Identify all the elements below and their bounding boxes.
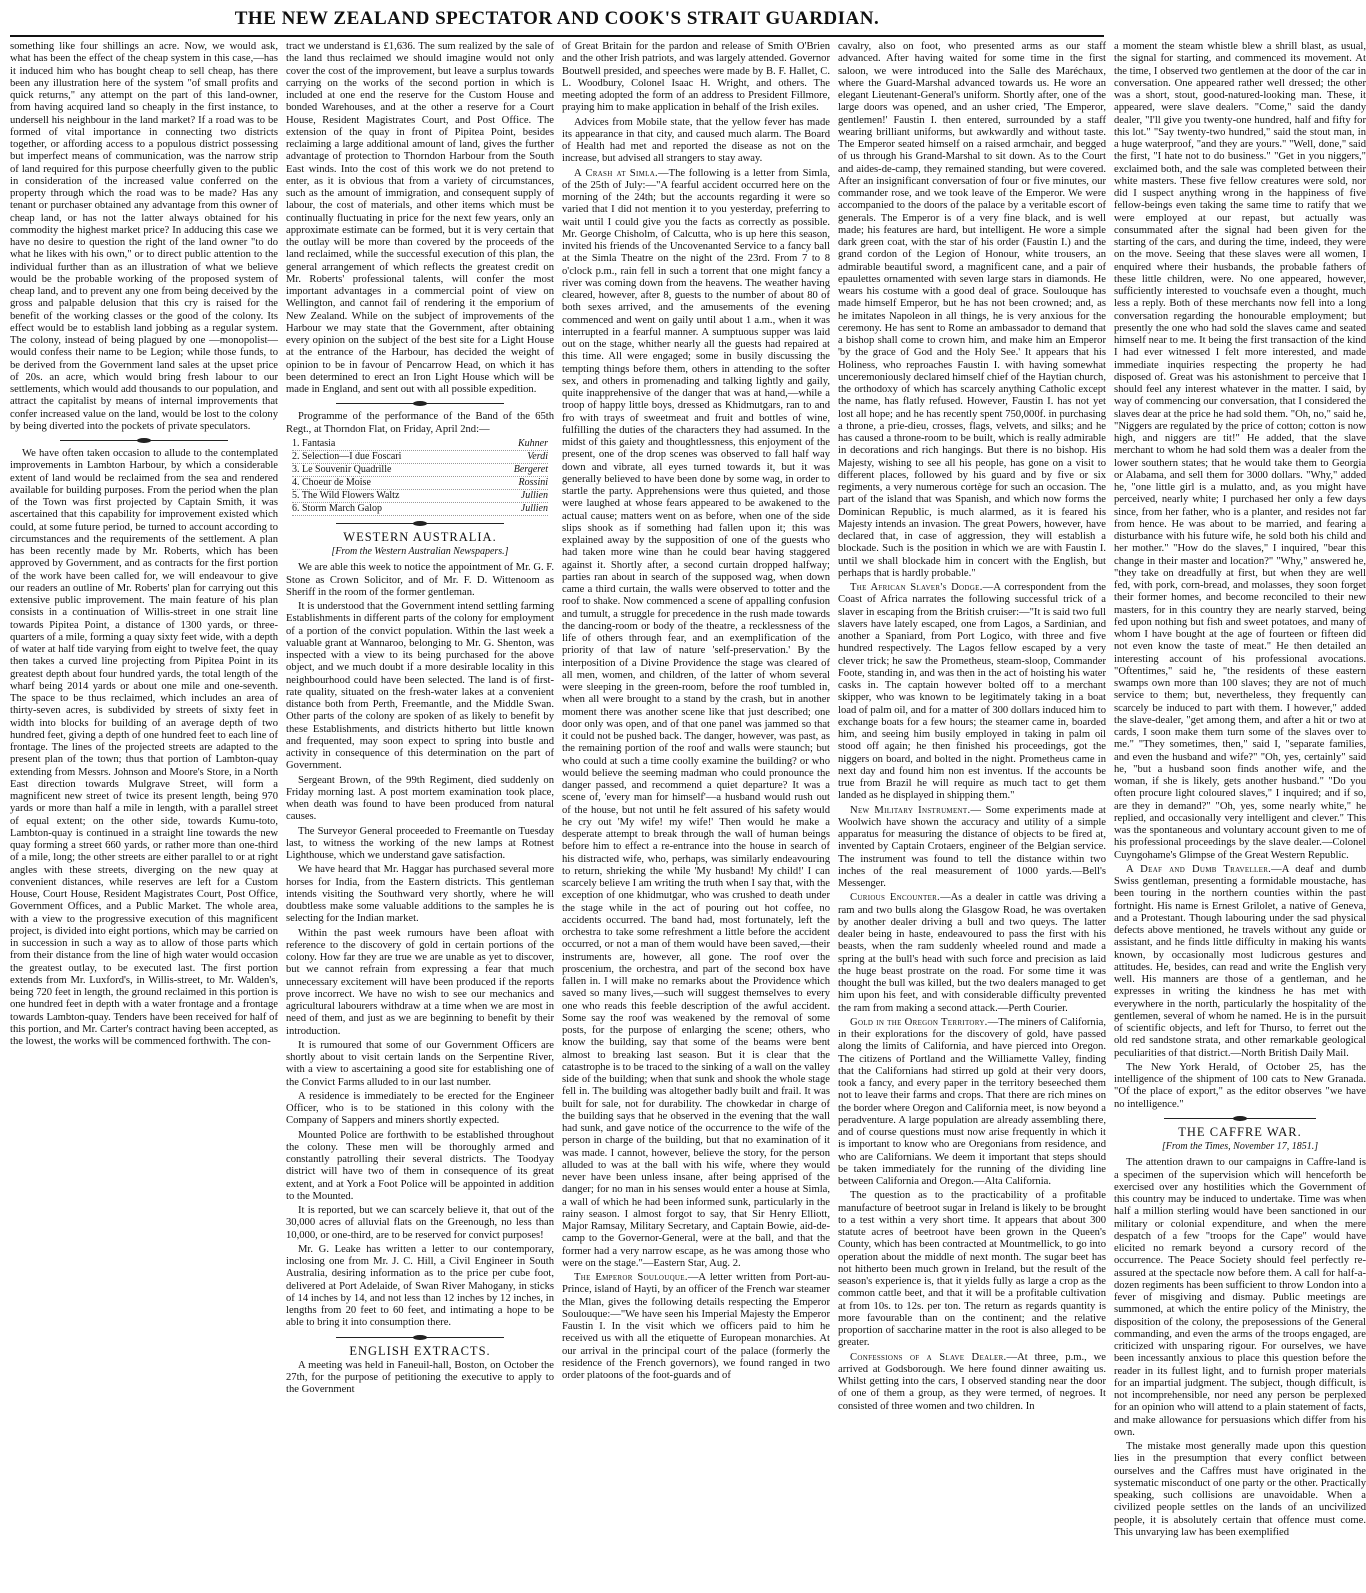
article-paragraph [10, 41, 278, 433]
article-paragraph [562, 41, 830, 115]
programme-row [292, 451, 548, 464]
article-text: Sergeant Brown, of the 99th Regiment, died suddenly on Friday morning last. A post mortem examination took place, when death was found to have been produced from natural causes. [286, 774, 554, 823]
article-text: We are able this week to notice the appointment of Mr. G. F. Stone as Crown Solicitor, and of Mr. F. D. Wittenoom as Sheriff in the room of the former gentleman. [286, 562, 554, 598]
article-text: A meeting was held in Faneuil-hall, Boston, on October the 27th, for the purpose of petitioning the executive to apply to the Government [286, 1359, 554, 1396]
section-heading: ENGLISH EXTRACTS. [349, 1343, 491, 1358]
section-divider [336, 523, 504, 524]
article-inline-heading: Curious Encounter. [850, 892, 941, 904]
article-paragraph [838, 41, 1106, 580]
article-text: of Great Britain for the pardon and release of Smith O'Brien and the other Irish patriots, and was largely attended. Governor Boutwell presided, and speeches were made by B. F. Hallet, C. L. Woodbury, Colonel Isaac H. Wright, and others. The meeting adopted the form of an address to President Fillmore, praying him to make application in behalf of the Irish exiles. [562, 41, 830, 114]
programme-piece: 1. Fantasia [292, 437, 336, 449]
article-text: The Surveyor General proceeded to Freemantle on Tuesday last, to witness the working of the new lamps at Rotnest Lighthouse, which we understand gave satisfaction. [286, 825, 554, 861]
article-text: It is rumoured that some of our Government Officers are shortly about to visit certain lands on the Serpentine River, with a view to ascertaining a good site for establishing one of the Convict Farms alluded to in our last number. [286, 1039, 554, 1088]
article-text: Within the past week rumours have been afloat with reference to the discovery of gold in certain portions of the colony. How far they are true we are unable as yet to discover, but we cannot refrain from expressing a fear that much unnecessary excitement will have been produced if the reports prove incorrect. We have no wish to see our mechanics and agricultural labourers withdraw at a time when we are most in need of them, and just as we are beginning to benefit by their introduction. [286, 927, 554, 1037]
article-inline-heading: A Crash at Simla. [574, 167, 658, 179]
section-heading: THE CAFFRE WAR. [1178, 1124, 1302, 1139]
article-paragraph [1114, 864, 1366, 1060]
article-text: Mr. G. Leake has written a letter to our contemporary, inclosing one from Mr. J. C. Hill, a Civil Engineer in South Australia, desiring information as to the price per cube foot, delivered at Port Adelaide, of Swan River Mahogany, in sticks of 14 inches by 14, and not less than 12 inches by 12 inches, in lengths from 20 feet to 60 feet, and intimating a hope to be able to bring it into consumption there. [286, 1243, 554, 1329]
section-heading: WESTERN AUSTRALIA. [343, 529, 497, 544]
article-paragraph [838, 1017, 1106, 1189]
article-text: something like four shillings an acre. Now, we would ask, what has been the effect of the cheap system in this case,—has it induced him who has bought cheap to sell cheap, has there been any illustration here of the system "of small profits and quick returns," any attempt on the part of this land-owner, from having acquired land so cheaply in the first instance, to undersell his neighbour in the land market? If a road was to be formed of vital importance in connecting two districts together, or affording access to a populous district possessing but imperfect means of communication, was the narrow strip of land required for this purpose cheerfully given to the public in consideration of the increased value conferred on the property through which the road was to be made? Has any tenant or purchaser obtained any advantage from this owner of cheap land, or has not the latter always obtained for his commodity the highest market price? In adducing this case we have no desire to question the right of the land owner "to do what he likes with his own," or to direct public attention to the individual further than as an illustration of what we believe would be the probable working of the proposed system of cheap land, and to prevent any one from being deceived by the gross and palpable delusion that this cry is raised for the benefit of the working classes or the good of the colony. Its effect would be to establish land jobbing as a regular system. The colony, instead of being plagued by one —monopolist—would confess their name to be Legion; while those funds, to be derived from the Government land sales at the upset price of 20s. an acre, which would bring fresh labour to our settlements, which would add thousands to our population, and attract the capitalist by means of internal improvements that confer increased value on the land, would be lost to the colony by being diverted into the pockets of private speculators. [10, 41, 278, 432]
column-4 [838, 41, 1106, 1589]
article-paragraph [286, 411, 554, 436]
programme-piece: 4. Choeur de Moise [292, 476, 371, 488]
programme-piece: 5. The Wild Flowers Waltz [292, 489, 400, 501]
article-paragraph [286, 864, 554, 925]
article-paragraph [286, 775, 554, 824]
article-text: — Some experiments made at Woolwich have shown the accuracy and utility of a simple apparatus for measuring the distance of objects to be fired at, invented by Captain Crotaers, engineer of the Belgian service. The instrument was found to tell the distance within two inches of the real measurement of 1000 yards.—Bell's Messenger. [838, 804, 1106, 889]
article-paragraph [562, 117, 830, 166]
article-text: —The miners of California, in their explorations for the discovery of gold, have passed along the limits of California, and have pierced into Oregon. The citizens of Portland and the Williamette Valley, finding that the Californians had stirred up gold at their very doors, took a fancy, and every paper in the territory beseeched them not to leave their farms and crops. That there are rich mines on the border where Oregon and California meet, is now beyond a peradventure. A large population are already assembling there, and of course questions must now arise frequently in which it is important to know who are Oregonians from residence, and who are Californians. We deem it important that steps should be taken immediately for the running of the dividing line between California and Oregon.—Alta California. [838, 1016, 1107, 1187]
article-text: —At three, p.m., we arrived at Godsborough. We here found dinner awaiting us. Whilst getting into the cars, I observed standing near the door of one of them a group, as they were termed, of negroes. It consisted of three women and two children. In [838, 1351, 1106, 1412]
section-divider [336, 403, 504, 404]
programme-piece: 6. Storm March Galop [292, 502, 382, 514]
article-inline-heading: Gold in the Oregon Territory. [850, 1016, 988, 1028]
article-inline-heading: New Military Instrument. [850, 804, 971, 816]
article-text: The New York Herald, of October 25, has the intelligence of the shipment of 100 cats to New Granada. "Of the place of export," as the editor observes "we have no intelligence." [1114, 1061, 1366, 1110]
programme-composer: Jullien [520, 489, 548, 501]
article-paragraph [838, 805, 1106, 891]
article-text: It is reported, but we can scarcely believe it, that out of the 30,000 acres of alluvial flats on the Greenough, no less than 10,000, or one-third, are to be reserved for convict purposes! [286, 1205, 554, 1241]
article-paragraph [286, 826, 554, 863]
article-paragraph [286, 928, 554, 1038]
column-2 [286, 41, 554, 1589]
masthead: THE NEW ZEALAND SPECTATOR AND COOK'S STRAIT GUARDIAN. [10, 0, 1104, 37]
article-inline-heading: The Emperor Soulouque. [574, 1272, 688, 1283]
columns [10, 41, 1366, 1589]
article-text: Advices from Mobile state, that the yellow fever has made its appearance in that city, and caused much alarm. The Board of Health had met and reported the disease as not on the increase, but advised all strangers to stay away. [562, 116, 830, 165]
article-text: The attention drawn to our campaigns in Caffre-land is a specimen of the supervision which will henceforth be exercised over any hostilities which the Government of this country may be induced to undertake. Time was when half a million sterling would have been sanctioned in our military or colonial expenditure, and when the mere despatch of a few "troops for the Cape" would have elicited no remark beyond a cursory record of the occurrence. The Peace Society should feel perfectly re-assured at the spectacle now before them. A call for half-a-dozen regiments has been sufficient to throw London into a fever of misgiving and dismay. Public meetings are summoned, at which the entire policy of the Ministry, the disposition of the colony, the preposessions of the General commanding, and even the arms of the troops engaged, are criticized with unsparing rigour. For ourselves, we have been incessantly anxious to place this question before the reader in its fullest light, and to furnish proper materials for an impartial judgment. The subject, though difficult, is not incomprehensible, nor need any person be perplexed for an opinion who will attend to a plain statement of facts, and make allowance for persuasions which differ from his own. [1114, 1157, 1366, 1438]
article-paragraph [1114, 1062, 1366, 1111]
article-text: Mounted Police are forthwith to be established throughout the colony. These men will be thoroughly armed and constantly patrolling their several districts. The Toodyay district will have two of them in consequence of its great extent, and at York a Foot Police will be appointed in addition to the Mounted. [286, 1129, 554, 1202]
article-paragraph [838, 1352, 1106, 1413]
article-paragraph [286, 1205, 554, 1242]
article-text: The question as to the practicability of a profitable manufacture of beetroot sugar in Ireland is likely to be brought to a test within a very short time. It appears that about 300 statute acres of beetroot have been grown in the Queen's County, which has been contracted at Mountmellick, to go into operation about the middle of next month. The sugar beet has not hitherto been much grown in Ireland, but the result of the season's experience is, that it yields fully as large a crop as the common cattle beet, and that it will be a profitable cultivation at from 10s. to 12s. per ton. The return as regards quantity is more favourable than on the continent; and the relative proportion of saccharine matter in the root is also alleged to be greater. [838, 1190, 1106, 1349]
article-text: —The following is a letter from Simla, of the 25th of July:—"A fearful accident occurred here on the morning of the 24th; but the accounts regarding it were so varied that I did not mention it to you yesterday, preferring to wait until I could give you the facts as correctly as possible. Mr. George Chisholm, of Calcutta, who is up here this season, invited his friends of the Uncovenanted Service to a fancy ball at the Simla Theatre on the night of the 23rd. From 7 to 8 o'clock p.m., rain fell in such a torrent that one might fancy a river was coming down from the heavens. The weather having cleared, however, after 8, guests to the number of about 80 of both sexes arrived, and the amusements of the evening commenced and went on gaily until about 1 a.m., when it was interrupted in a fearful manner. A sumptuous supper was laid out on the stage, whither nearly all the guests had repaired at this time. All were engaged; some in busily discussing the tempting things before them, others in attending to the softer sex, and others in promenading and talking lightly and gaily, quite inapprehensive of the danger that was at hand,—while a troop of happy little boys, dressed as Khidmutgars, ran to and fro with trays of sweetmeat and fruit and bottles of wine, fulfilling the duties of the characters they had assumed. In the midst of this gaiety and thoughtlessness, this enjoyment of the present, one of the drop scenes was observed to fall half way down and vibrate, all eyes turned towards it, but it was generally believed to have been done by some wag, in order to startle the party. Apprehensions were thus quieted, and those were laughed at whose fears appeared to be awakened to the actual cause; matters went on as before, when one of the side slips shook as if something had fallen upon it; this was explained away by the supposition of one of the guests who had taken more wine than he could bear having staggered against it. Shortly after, a second curtain dropped halfway; parties ran about in search of the supposed wag, when down came a third curtain, the walls were observed to totter and the roof to shake. Now commenced a scene of appalling confusion and tumult, a struggle for precedence in the rush made towards the dancing-room or body of the theatre, a recklessness of the life of others through fear, and an exemplification of the priority of that law of nature 'self-preservation.' By the interposition of a Divine Providence the stage was cleared of all men, women, and children, of the latter of whom several were sleeping in the green-room, before the roof tumbled in, when all were brought to a stand by the crash, but in another moment there was another scene like that just described; one door only was open, and of that one panel was jammed so that it could not be pushed back. The danger, however, was past, as the remaining portion of the roof and walls were staunch; but who could at such a time coolly examine the building? or who would believe the seeming madman who could pronounce the danger passed, and recommend a quiet departure? It was a scene of, 'every man for himself'—a husband would rush out of the house, but not until he felt assured of his safety would he cry out 'My wife! my wife!' Then would he make a desperate attempt to break through the wall of human beings before him to effect a re-entrance into the house in search of his distracted wife, who, perhaps, was similarly endeavouring to return, shrieking the while 'My husband! My child!' I can scarcely believe I am writing the truth when I say that, with the exception of one khidmutgar, who was crushed to death under the stage while in the act of pouring out hot coffee, no accidents occurred. The band had, most fortunately, left the orchestra to take some refreshment a little before the accident occurred, or not a man of them would have been saved,—their instruments are, however, all gone. The roof over the proscenium, the orchestra, and part of the second box have fallen in. I will make no remarks about the Providence which saved so many lives,—such will suggest themselves to every one who reads this feeble description of the awful accident. Some say the roof was weakened by the removal of some posts, for the purpose of enlarging the scene; others, who know the building, say that some of the beams were bent almost to breaking last season. But it is clear that the catastrophe is to be traced to the sinking of a wall on the valley side of the building; when that sunk and shook the whole stage fell in. The building was altogether badly built and frail. It was built for sale, not for durability. The chowkedar in charge of the building says that he observed in the evening that the wall had sunk, and gave notice of the occurrence to the wife of the person in charge of the building, but that no examination of it was made. I cannot, however, believe the story, for the person alluded to was at the ball with his wife, where they would never have been unless insane, after being apprised of the danger; for no man in his senses would enter a house at Simla, a wall of which he had been informed sunk, particularly in the rainy season. I almost forgot to say, that Sir Henry Elliott, Major Ramsay, Military Secretary, and Captain Bowie, aid-de-camp to the Governor-General, were at the ball, and that the former had a very narrow escape, as he was among those who were on the stage."—Eastern Star, Aug. 2. [562, 167, 830, 1269]
article-inline-heading: The African Slaver's Dodge. [850, 582, 983, 593]
article-paragraph [286, 1040, 554, 1089]
article-inline-heading: A Deaf and Dumb Traveller. [1126, 863, 1272, 875]
column-3 [562, 41, 830, 1589]
article-paragraph [838, 892, 1106, 1015]
band-programme-list [292, 438, 548, 516]
article-paragraph [286, 41, 554, 396]
programme-composer: Jullien [520, 502, 548, 514]
source-attribution: [From the Western Australian Newspapers.] [331, 546, 509, 557]
programme-composer: Rossini [518, 476, 548, 488]
article-text: —A letter written from Port-au-Prince, island of Hayti, by an officer of the French war steamer the Mlan, gives the following details respecting the Emperor Soulouque:—"We have seen his Imperial Majesty the Emperor Faustin I. In the visit which we officers paid to him he received us with all the etiquette of European monarchies. At our arrival in the principal court of the palace (formerly the residence of the French governors), we found ranged in two order platoons of the foot-guards and of [562, 1272, 830, 1381]
article-paragraph [286, 1360, 554, 1397]
programme-row [292, 490, 548, 503]
article-text: It is understood that the Government intend settling farming Establishments in different parts of the colony for employment of a portion of the convict population. Within the last week a valuable grant at Wannaroo, belonging to Mr. G. Shenton, was inspected with a view to its being purchased for the above object, and we much doubt if a more desirable locality in this neighbourhood could have been selected. The land is of first-rate quality, situated on the fresh-water lakes at a convenient distance both from Perth, Freemantle, and the Middle Swan. Other parts of the colony are spoken of as likely to benefit by these Establishments, and districts hitherto but little known and frequented, may soon expect to spring into bustle and activity in consequence of this determination on the part of Government. [286, 601, 554, 772]
article-text: —As a dealer in cattle was driving a ram and two bulls along the Glasgow Road, he was overtaken by another dealer driving a bull and two queys. The latter dealer being in haste, endeavoured to pass the first with his beasts, when the ram suddenly wheeled round and made a spring at the bull's head with such force and precision as laid the huge beast prostrate on the road. For some time it was thought the bull was killed, but the two dealers managed to get him upon his feet, and with considerable difficulty prevented the ram from making a second attack.—Perth Courier. [838, 892, 1107, 1014]
article-paragraph [562, 1272, 830, 1382]
source-attribution: [From the Times, November 17, 1851.] [1161, 1141, 1319, 1152]
article-paragraph [286, 562, 554, 599]
article-text: —A correspondent from the Coast of Africa narrates the following successful trick of a slaver in escaping from the British cruiser:—"It is said two full slavers have lately escaped, one from Lagos, a Sardinian, and another a Spaniard, from Port Logico, with three and five hundred respectively. The Lagos fellow escaped by a very clever trick; he saw the Prometheus, steam-sloop, Commander Foote, standing in, and was then in the act of hoisting his water casks in. The captain however bolted off to a merchant skipper, who was known to be legitimately taking in a boat load of palm oil, and for a matter of 300 dollars induced him to exchange boats for a few hours; the steamer came in, boarded him, and seeing him busily employed in taking in palm oil stood off again; he then finished his proceedings, got the niggers on board, and bolted in the night. Prometheus came in next day and found him non est inventus. If the accounts be true from Brazil he will require as much tact to get them landed as he displayed in shipping them." [838, 582, 1106, 802]
programme-piece: 2. Selection—I due Foscari [292, 450, 402, 462]
article-paragraph [10, 448, 278, 1048]
article-paragraph [286, 1244, 554, 1330]
article-text: We have often taken occasion to allude to the contemplated improvements in Lambton Harbour, by which a considerable extent of land would be reclaimed from the sea and rendered available for building purposes. From the period when the plan of the Town was first projected by Captain Smith, it was ascertained that this capability for improvement existed which could, at some future period, be turned to account according to circumstances and the requirements of the settlement. A plan has been recently made by Mr. Roberts, which has been approved by Government, and as contracts for the first portion of the work have been called for, we will endeavour to give our readers an outline of Mr. Roberts' plan for carrying out this extensive public improvement. The main feature of his plan consists in a continuation of Willis-street in one strait line towards Pipitea Point, a distance of 1300 yards, or three-quarters of a mile, forming a quay sixty feet wide, with a depth of water at half tide varying from eight to twelve feet, the quay then takes a curved line projecting from Pipitea Point in its greatest depth about four hundred yards, the total length of the wharf being 2014 yards or about one mile and one-seventh. The space to be thus reclaimed, which includes an area of thirty-seven acres, is subdivided by streets of sixty feet in width into blocks for building of an average depth of two hundred feet, giving a depth of one hundred feet to each line of frontage. The lines of the projected streets are adapted to the present plan of the town; thus that portion of Lambton-quay extending from Messrs. Johnson and Moore's Store, in a North East direction towards Mulgrave Street, will form a magnificent new street of twice its present length, being 970 yards or more than half a mile in length, with a parallel street of equal extent; on the other side, towards Kumu-toto, Lambton-quay is continued in a straight line towards the new quay forming a street 660 yards, or rather more than one-third of a mile, long; the other streets are either parallel to or at right angles with these streets, diverging on the new quay at convenient distances, while reserves are left for a Custom House, Court House, Resident Magistrates Court, Post Office, Government Offices, and a Public Market. The whole area, with a view to the progressive execution of this magnificent project, is divided into eight portions, which may be carried on in succession in such a way as to allow of those parts which from their distance from the line of high water would occasion the greatest outlay, to be executed last. The first portion extends from Mr. Luxford's, in Willis-street, to Mr. Walden's, being 720 feet in length, the ground reclaimed in this portion is one hundred feet in depth with a water frontage and a frontage towards Lambton-quay. Tenders have been received for half of this portion, and Mr. Carter's contract having been accepted, as the lowest, the works will be commenced forthwith. The con- [10, 448, 278, 1047]
article-paragraph [562, 168, 830, 1271]
section-divider [336, 1337, 504, 1338]
article-paragraph [1114, 41, 1366, 862]
programme-composer: Bergeret [513, 463, 548, 475]
programme-composer: Kuhner [518, 437, 548, 449]
article-text: cavalry, also on foot, who presented arms as our staff advanced. After having waited for some time in the first saloon, we were introduced into the Salle des Maréchaux, where the Guard-Marshal advanced towards us. He wore an elegant Lieutenant-General's uniform. Shortly after, one of the large doors was opened, and an usher cried, 'The Emperor, gentlemen!' Faustin I. then entered, surrounded by a staff wearing brilliant uniforms, but awkwardly and without taste. The Emperor seated himself on a raised armchair, and begged of us through his Grand-Marshal to sit down. As to the Court and aides-de-camp, they remained standing, but were covered. After an insignificant conversation of four or five minutes, our commander rose, and we took leave of the Emperor. We were accompanied to the doors of the palace by a veritable escort of generals. The Emperor is of a very fine black, and is well made; his features are hard, but intelligent. He wore a simple dark green coat, with the star of his order (Faustin I.) and the grand cordon of the Legion of Honour, white trousers, an admirable beautiful sword, a magnificent cane, and a pair of epaulettes ornamented with seven large stars in diamonds. He wears his costume with a good deal of grace. Soulouque has made himself Emperor, but he has not been crowned; and, as he imitates Napoleon in all things, he is very anxious for the ceremony. He has sent to Rome an ambassador to demand that a bishop shall come to crown him, and make him an Emperor 'by the grace of God and the Holy See.' It appears that his Holiness, who reproaches Faustin I. with having somewhat unceremoniously declared himself chief of the Haytian church, the orthodoxy of which has scarcely anything Catholic except the name, has flatly refused. However, Faustin I. has not yet lost all hope; and he has recently spent 750,000f. in purchasing a throne, a prie-dieu, crosses, flags, velvets, and silks; and he has caused a throne-room to be built, which is really admirable in decorations and rich hangings. But there is no bishop. His Majesty, wishing to see all his people, has gone on a visit to different places, followed by his guard and by five or six regiments, a very numerous cortège for such an occasion. The part of the island that was Spanish, and which now forms the Dominican Republic, is much alarmed, as it is feared his Majesty intends an invasion. The great Powers, however, have declared that, in case of aggression, they will establish a blockade. Such is the position in which we are with Faustin I. until we shall blockade him in concert with the English, but perhaps that is hardly probable." [838, 41, 1106, 579]
article-paragraph [286, 601, 554, 773]
column-1 [10, 41, 278, 1589]
section-divider [1164, 1118, 1316, 1119]
programme-row [292, 438, 548, 451]
section-divider [60, 440, 228, 441]
article-paragraph [286, 1130, 554, 1204]
article-paragraph [838, 582, 1106, 803]
programme-composer: Verdi [527, 450, 548, 462]
article-inline-heading: Confessions of a Slave Dealer. [850, 1351, 1007, 1363]
article-text: We have heard that Mr. Haggar has purchased several more horses for India, from the Eastern districts. This gentleman intends visiting the Southward very shortly, where he will doubtless make some valuable additions to the samples he is selecting for the Indian market. [286, 864, 554, 925]
article-text: tract we understand is £1,636. The sum realized by the sale of the land thus reclaimed we should imagine would not only cover the cost of the improvement, but leave a surplus towards carrying on the works of the second portion in which is included at one end the reserve for the Custom House and bonded Warehouses, and at the other a reserve for a Court House, Resident Magistrates Court, and Post Office. The extension of the quay in front of Pipitea Point, besides reclaiming a large additional amount of land, gives the further advantage of protection to Thorndon Harbour from the South East winds. Into the cost of this work we do not pretend to enter, as it is obvious that from a variety of circumstances, such as the amount of immigration, and consequent supply of labour, the cost of materials, and other items which must be continually fluctuating in price for the next few years, only an approximate estimate can be formed, but it is very certain that the outlay will be more than covered by the proceeds of the land reclaimed, while the successful execution of this plan, the general arrangement of which reflects the greatest credit on Mr. Roberts' professional talents, will confer the most important advantages in a commercial point of view on Wellington, and cannot fail of rendering it the emporium of New Zealand. While on the subject of improvements of the Harbour we may state that the Government, after obtaining every opinion on the subject of the best site for a Light House at the entrance of the Harbour, has decided the weight of opinion to be in favour of Pencarrow Head, on which it has been determined to erect an Iron Light House which will be made in England, and sent out with all possible expedition. [286, 41, 554, 395]
column-5 [1114, 41, 1366, 1589]
article-text: —A deaf and dumb Swiss gentleman, presenting a formidable moustache, has been touring in the northern counties within the past fortnight. His name is Ernest Grilolet, a native of Geneva, and a Protestant. Though labouring under the sad physical defects above mentioned, he travels without any guide or assistant, and he finds little difficulty in making his wants known, by occasionally most ludicrous gestures and attitudes. He, besides, can read and write the English very well. His manners are those of a gentleman, and he expresses in writing the kindness he has met with everywhere in the north, particularly the hospitality of the gentlemen, several of whom he named. He is in the pursuit of scientific objects, and left for Thurso, to ferret out the old red sandstone strata, and other remarkable geological peculiarities of that district.—North British Daily Mail. [1114, 863, 1366, 1059]
article-text: A residence is immediately to be erected for the Engineer Officer, who is to be stationed in this colony with the Company of Sappers and miners shortly expected. [286, 1090, 554, 1127]
programme-row [292, 464, 548, 477]
article-paragraph [838, 1190, 1106, 1349]
article-text: The mistake most generally made upon this question lies in the presumption that every conflict between ourselves and the Caffres must have originated in the systematic misconduct of one party or the other. Practically speaking, such collisions are unavoidable. When a civilized people settles on the lands of an uncivilized people, it is absolutely certain that offence must come. This unvarying law has been exemplified [1114, 1441, 1366, 1538]
article-paragraph [1114, 1441, 1366, 1539]
article-paragraph [1114, 1157, 1366, 1439]
article-paragraph [286, 1091, 554, 1128]
programme-piece: 3. Le Souvenir Quadrille [292, 463, 392, 475]
programme-row [292, 503, 548, 516]
programme-row [292, 477, 548, 490]
article-text: a moment the steam whistle blew a shrill blast, as usual, the signal for starting, and commenced its movement. At the time, I observed two gentlemen at the door of the car in conversation. One appeared rather well dressed; the other was a short, stout, good-natured-looking man. These, it appeared, were slave dealers. "Come," said the dandy dealer, "I'll give you twenty-one hundred, half and fifty for this lot." "Say twenty-two hundred," said the stout man, in a huge waterproof, "and they are yours." "Well, done," said the first, "I hate not to do business." "Get in you niggers," exclaimed both, and the sale was completed between their white masters. These five fellow creatures were sold, nor did I suspect anything wrong in the happiness of five fellow-beings even taking the same time to ratify that we were employed at our repast, but actually was consummated after the signal had been given for the starting of the cars, and during the time, indeed, they were on the move. Seeing that these slaves were all women, I enquired where their husbands, the probable fathers of these little children, were. No one appeared, however, sufficiently interested to vouchsafe even a thought, much less a reply. Both of these merchants now fell into a long conversation regarding the honourable employment; but presently the one who had sold the slaves came and seated himself near to me. It being the first transaction of the kind I had ever witnessed I felt more interested, and made immediate inquiries respecting the property he had disposed of. Great was his astonishment to perceive that I should feel any interest whatever in the matter. I said, by way of commencing our conversation, that I considered the slaves dear at the price he had sold them. "Oh, no," said he, "Niggers are regulated by the price of cotton; cotton is now high, and niggers are tit!" He added, that the slave merchant to whom he had sold them was a dealer from the lower southern states; that he would take them to Georgia or Alabama, and sell them for 3000 dollars. "Why," added he, "one little girl is a mulatto, and, as you might have perceived, nearly white; I purchased her only a few days since, from her father, who is a planter, and resides not far from hence. He was about to be married, and fearing a disturbance with his future wife, he sold both his child and her mother." "How do the slaves," I inquired, "bear this change in their master and location?" "Why," answered he, "they take on dreadfully at first, but when they are well fed, with pork, corn-bread, and molasses, they soon forget their former homes, and become reconciled to their new masters, for in this country they are nearly starved, being fed upon nothing but fish and sweet potatoes, and many of whom I have bought at the age of fourteen or fifteen did not even know the taste of meat." He then detailed an interesting account of his professional avocations. "Oftentimes," said he, "the residents of these eastern swamps own more than 100 slaves; they are not of much service to them; but, nevertheless, they frequently can scarcely be induced to part with them. I however," added the slave-dealer, "get among them, and after a hit or two at cards, I soon make them turn some of the slaves over to me." "They sometimes, then," said I, "separate families, and even the husband and wife?" "Oh, yes, certainly" said he, "but a husband soon finds another wife, and the woman, if she is likely, gets another husband." "Do you often procure light coloured slaves," I inquired; and if so, are they in demand?" "Oh, yes, some nearly white," he replied, and occasionally very intelligent and clever." This was the spontaneous and voluntary account given to me of his professional proceedings by the slave dealer.—Colonel Cuyngohame's Glimpse of the Great Western Republic. [1114, 41, 1366, 861]
article-text: Programme of the performance of the Band of the 65th Regt., at Thorndon Flat, on Friday, April 2nd:— [286, 411, 554, 435]
